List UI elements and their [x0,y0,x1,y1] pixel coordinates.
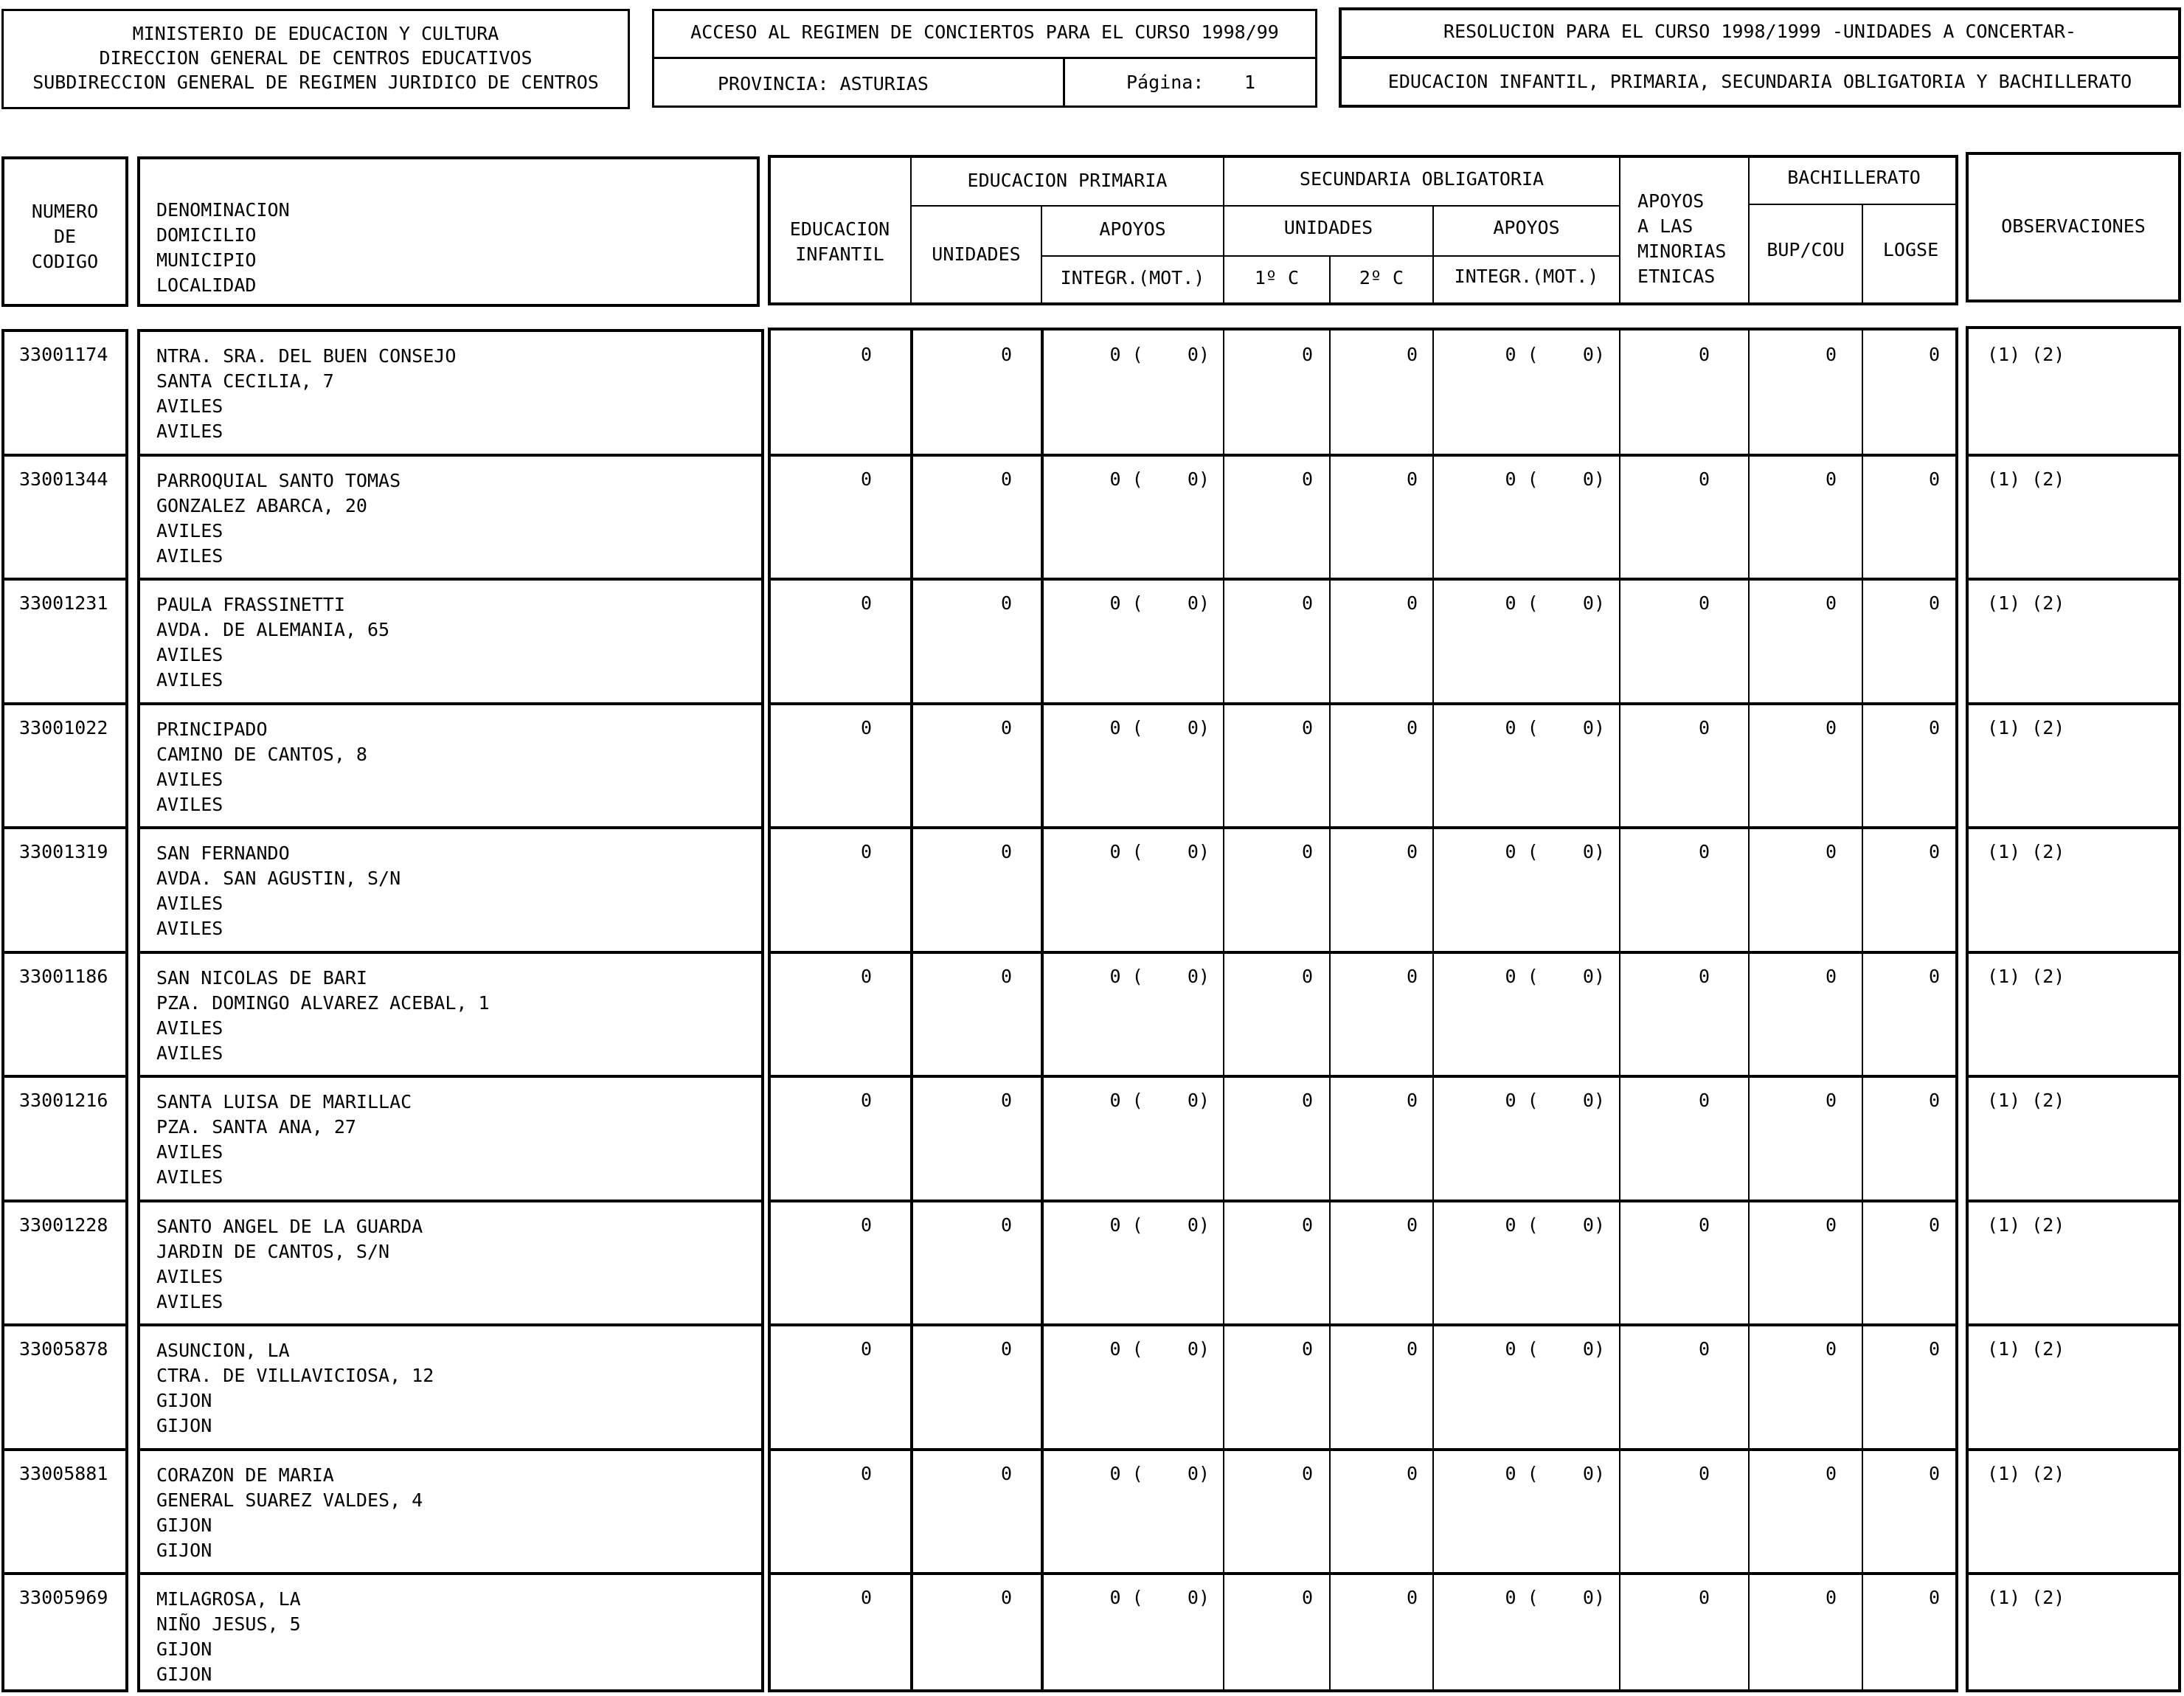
row-observaciones: (1) (2) [1987,1462,2065,1484]
infantil-h2: INFANTIL [795,243,884,265]
row-infantil: 0 [860,1587,872,1608]
row-sec-1c: 0 [1301,344,1313,365]
denom-h1: DENOMINACION [156,199,290,221]
col-header-denominacion [137,156,760,307]
row-minorias: 0 [1698,1090,1710,1111]
row-denominacion-line-4: AVILES [156,669,223,690]
row-sec-apoyos: 0 ( 0) [1505,716,1605,738]
page-number: 1 [1244,72,1256,93]
row-denominacion-line-2: PZA. DOMINGO ALVAREZ ACEBAL, 1 [156,991,490,1014]
row-infantil: 0 [860,1090,872,1111]
row-minorias: 0 [1698,1214,1710,1236]
ministry-line1: MINISTERIO DE EDUCACION Y CULTURA [132,23,499,44]
row-denominacion-line-1: NTRA. SRA. DEL BUEN CONSEJO [156,345,457,367]
row-denominacion-line-1: MILAGROSA, LA [156,1588,301,1610]
row-sec-1c: 0 [1301,468,1313,490]
row-sec-apoyos: 0 ( 0) [1505,965,1605,987]
sec-integr-header: INTEGR.(MOT.) [1454,266,1599,287]
row-sec-apoyos: 0 ( 0) [1505,1090,1605,1111]
row-sec-2c: 0 [1406,1214,1418,1236]
minorias-h1: APOYOS [1637,190,1705,212]
row-observaciones: (1) (2) [1987,716,2065,738]
resolution-title: RESOLUCION PARA EL CURSO 1998/1999 -UNIDADES A CONCERTAR- [1443,21,2076,42]
row-denominacion-line-2: JARDIN DE CANTOS, S/N [156,1240,390,1262]
row-denominacion-line-1: SANTA LUISA DE MARILLAC [156,1091,412,1112]
row-logse: 0 [1928,468,1940,490]
row-logse: 0 [1928,592,1940,614]
row-denominacion-line-4: AVILES [156,420,223,442]
row-primaria-apoyos: 0 ( 0) [1109,965,1210,987]
sec-apoyos-header: APOYOS [1493,217,1560,238]
row-infantil: 0 [860,468,872,490]
row-denominacion-line-4: GIJON [156,1539,212,1561]
row-sec-1c: 0 [1301,841,1313,862]
row-observaciones: (1) (2) [1987,344,2065,365]
row-denominacion-line-4: GIJON [156,1664,212,1685]
row-sec-2c: 0 [1406,1462,1418,1484]
row-primaria-unidades: 0 [1000,1462,1012,1484]
row-denominacion-line-2: AVDA. SAN AGUSTIN, S/N [156,868,401,889]
row-sec-apoyos: 0 ( 0) [1505,1214,1605,1236]
row-denominacion-line-3: AVILES [156,1017,223,1039]
row-denominacion-line-2: PZA. SANTA ANA, 27 [156,1116,356,1138]
row-logse: 0 [1928,1214,1940,1236]
row-bup: 0 [1825,965,1837,987]
resolution-subtitle: EDUCACION INFANTIL, PRIMARIA, SECUNDARIA OBLIGATORIA Y BACHILLERATO [1387,71,2132,92]
row-primaria-apoyos: 0 ( 0) [1109,716,1210,738]
row-infantil: 0 [860,965,872,987]
infantil-h1: EDUCACION [789,218,890,240]
row-denominacion-line-3: AVILES [156,893,223,914]
bachillerato-header: BACHILLERATO [1787,167,1921,188]
codigo-h2: DE [53,226,77,247]
row-logse: 0 [1928,1338,1940,1360]
col-header-codigo [1,156,128,307]
row-sec-1c: 0 [1301,1214,1313,1236]
row-minorias: 0 [1698,1587,1710,1608]
row-primaria-apoyos: 0 ( 0) [1109,1338,1210,1360]
row-logse: 0 [1928,716,1940,738]
row-primaria-apoyos: 0 ( 0) [1109,1214,1210,1236]
row-primaria-unidades: 0 [1000,1214,1012,1236]
row-infantil: 0 [860,344,872,365]
row-codigo: 33005881 [19,1462,108,1484]
row-denominacion-line-3: AVILES [156,1141,223,1163]
denom-h3: MUNICIPIO [156,249,257,271]
access-title: ACCESO AL REGIMEN DE CONCIERTOS PARA EL CURSO 1998/99 [690,21,1279,43]
ministry-line3: SUBDIRECCION GENERAL DE REGIMEN JURIDICO DE CENTROS [32,72,599,93]
row-bup: 0 [1825,716,1837,738]
row-primaria-apoyos: 0 ( 0) [1109,592,1210,614]
body-numeric-frame [768,328,1958,1692]
bup-header: BUP/COU [1767,239,1845,260]
secundaria-header: SECUNDARIA OBLIGATORIA [1299,168,1545,190]
row-sec-2c: 0 [1406,1338,1418,1360]
row-primaria-apoyos: 0 ( 0) [1109,1462,1210,1484]
row-sec-apoyos: 0 ( 0) [1505,344,1605,365]
row-denominacion-line-2: CTRA. DE VILLAVICIOSA, 12 [156,1365,434,1386]
row-codigo: 33001186 [19,965,108,987]
row-sec-1c: 0 [1301,1090,1313,1111]
row-minorias: 0 [1698,592,1710,614]
row-primaria-unidades: 0 [1000,841,1012,862]
row-denominacion-line-1: SANTO ANGEL DE LA GUARDA [156,1215,423,1237]
row-bup: 0 [1825,841,1837,862]
row-codigo: 33001231 [19,592,108,614]
row-denominacion-line-1: CORAZON DE MARIA [156,1464,334,1486]
row-denominacion-line-3: AVILES [156,768,223,790]
row-denominacion-line-4: AVILES [156,793,223,815]
row-sec-2c: 0 [1406,344,1418,365]
row-codigo: 33005878 [19,1338,108,1360]
row-infantil: 0 [860,716,872,738]
access-box [652,9,1317,108]
row-codigo: 33001228 [19,1214,108,1236]
row-denominacion-line-3: GIJON [156,1514,212,1536]
row-infantil: 0 [860,1462,872,1484]
row-sec-2c: 0 [1406,1587,1418,1608]
row-minorias: 0 [1698,716,1710,738]
row-primaria-unidades: 0 [1000,1338,1012,1360]
row-primaria-unidades: 0 [1000,1090,1012,1111]
row-sec-2c: 0 [1406,468,1418,490]
codigo-h3: CODIGO [31,251,99,272]
sec-1c-header: 1º C [1254,267,1300,288]
row-bup: 0 [1825,1338,1837,1360]
row-bup: 0 [1825,592,1837,614]
row-codigo: 33001174 [19,344,108,365]
row-denominacion-line-4: GIJON [156,1415,212,1436]
row-denominacion-line-2: GONZALEZ ABARCA, 20 [156,494,367,516]
row-denominacion-line-3: AVILES [156,1265,223,1287]
row-bup: 0 [1825,344,1837,365]
row-sec-2c: 0 [1406,716,1418,738]
row-denominacion-line-2: CAMINO DE CANTOS, 8 [156,743,367,765]
row-denominacion-line-1: PAULA FRASSINETTI [156,594,345,615]
row-minorias: 0 [1698,1462,1710,1484]
row-codigo: 33005969 [19,1587,108,1608]
row-denominacion-line-2: NIÑO JESUS, 5 [156,1613,301,1635]
row-primaria-apoyos: 0 ( 0) [1109,468,1210,490]
row-observaciones: (1) (2) [1987,592,2065,614]
row-observaciones: (1) (2) [1987,1090,2065,1111]
logse-header: LOGSE [1882,239,1939,260]
row-denominacion-line-4: AVILES [156,918,223,939]
row-codigo: 33001319 [19,841,108,862]
row-sec-1c: 0 [1301,592,1313,614]
row-observaciones: (1) (2) [1987,841,2065,862]
ministry-box [1,9,630,109]
row-denominacion-line-4: AVILES [156,1166,223,1188]
row-sec-1c: 0 [1301,716,1313,738]
row-minorias: 0 [1698,841,1710,862]
row-minorias: 0 [1698,965,1710,987]
observaciones-header: OBSERVACIONES [2001,215,2146,237]
row-logse: 0 [1928,344,1940,365]
page-label: Página: [1126,72,1204,93]
row-codigo: 33001216 [19,1090,108,1111]
province-label: PROVINCIA: ASTURIAS [718,73,929,94]
row-denominacion-line-3: AVILES [156,519,223,541]
row-denominacion-line-3: GIJON [156,1638,212,1660]
row-observaciones: (1) (2) [1987,965,2065,987]
primaria-unidades-header: UNIDADES [932,243,1021,265]
row-denominacion-line-4: AVILES [156,1290,223,1312]
row-primaria-unidades: 0 [1000,716,1012,738]
row-infantil: 0 [860,1214,872,1236]
row-sec-1c: 0 [1301,1587,1313,1608]
primaria-integr-header: INTEGR.(MOT.) [1060,267,1205,288]
minorias-h2: A LAS [1637,215,1694,237]
row-primaria-unidades: 0 [1000,344,1012,365]
row-logse: 0 [1928,841,1940,862]
row-denominacion-line-2: GENERAL SUAREZ VALDES, 4 [156,1489,423,1511]
row-sec-apoyos: 0 ( 0) [1505,1587,1605,1608]
row-sec-apoyos: 0 ( 0) [1505,468,1605,490]
row-denominacion-line-3: GIJON [156,1390,212,1411]
primaria-header: EDUCACION PRIMARIA [967,170,1168,191]
row-bup: 0 [1825,1462,1837,1484]
row-bup: 0 [1825,1587,1837,1608]
sec-unidades-header: UNIDADES [1283,217,1373,238]
row-minorias: 0 [1698,1338,1710,1360]
row-sec-2c: 0 [1406,1090,1418,1111]
row-denominacion-line-2: SANTA CECILIA, 7 [156,370,334,392]
primaria-apoyos-header: APOYOS [1099,218,1166,240]
codigo-h1: NUMERO [31,201,99,222]
row-denominacion-line-4: AVILES [156,544,223,567]
row-sec-apoyos: 0 ( 0) [1505,841,1605,862]
col-header-observaciones [1966,152,2181,302]
row-sec-1c: 0 [1301,1462,1313,1484]
row-primaria-unidades: 0 [1000,468,1012,490]
row-infantil: 0 [860,592,872,614]
denom-h4: LOCALIDAD [156,274,257,296]
row-primaria-apoyos: 0 ( 0) [1109,1587,1210,1608]
body-obs-frame [1966,326,2181,1692]
row-logse: 0 [1928,1462,1940,1484]
row-observaciones: (1) (2) [1987,1587,2065,1608]
row-infantil: 0 [860,1338,872,1360]
row-sec-2c: 0 [1406,841,1418,862]
row-sec-apoyos: 0 ( 0) [1505,592,1605,614]
row-infantil: 0 [860,841,872,862]
row-denominacion-line-1: PRINCIPADO [156,718,268,740]
row-sec-apoyos: 0 ( 0) [1505,1338,1605,1360]
row-minorias: 0 [1698,468,1710,490]
row-primaria-unidades: 0 [1000,965,1012,987]
row-primaria-apoyos: 0 ( 0) [1109,1090,1210,1111]
row-logse: 0 [1928,965,1940,987]
row-sec-2c: 0 [1406,965,1418,987]
row-denominacion-line-3: AVILES [156,644,223,665]
row-observaciones: (1) (2) [1987,1214,2065,1236]
row-codigo: 33001022 [19,716,108,738]
minorias-h4: ETNICAS [1637,266,1716,287]
row-logse: 0 [1928,1090,1940,1111]
row-primaria-unidades: 0 [1000,1587,1012,1608]
minorias-h3: MINORIAS [1637,240,1727,262]
row-sec-1c: 0 [1301,965,1313,987]
row-observaciones: (1) (2) [1987,1338,2065,1360]
row-primaria-apoyos: 0 ( 0) [1109,344,1210,365]
row-denominacion-line-1: SAN NICOLAS DE BARI [156,966,367,989]
row-primaria-unidades: 0 [1000,592,1012,614]
resolution-box [1339,7,2181,108]
row-bup: 0 [1825,1090,1837,1111]
row-denominacion-line-1: SAN FERNANDO [156,842,290,864]
row-denominacion-line-1: ASUNCION, LA [156,1340,290,1361]
denom-h2: DOMICILIO [156,224,257,246]
row-bup: 0 [1825,468,1837,490]
row-codigo: 33001344 [19,468,108,490]
body-codigo-frame [1,329,128,1692]
row-bup: 0 [1825,1214,1837,1236]
row-denominacion-line-4: AVILES [156,1042,223,1064]
row-observaciones: (1) (2) [1987,468,2065,490]
row-minorias: 0 [1698,344,1710,365]
ministry-line2: DIRECCION GENERAL DE CENTROS EDUCATIVOS [99,47,533,69]
row-sec-1c: 0 [1301,1338,1313,1360]
row-primaria-apoyos: 0 ( 0) [1109,841,1210,862]
row-sec-apoyos: 0 ( 0) [1505,1462,1605,1484]
row-logse: 0 [1928,1587,1940,1608]
row-denominacion-line-1: PARROQUIAL SANTO TOMAS [156,469,401,491]
row-sec-2c: 0 [1406,592,1418,614]
sec-2c-header: 2º C [1359,267,1404,288]
row-denominacion-line-2: AVDA. DE ALEMANIA, 65 [156,619,390,640]
row-denominacion-line-3: AVILES [156,395,223,417]
